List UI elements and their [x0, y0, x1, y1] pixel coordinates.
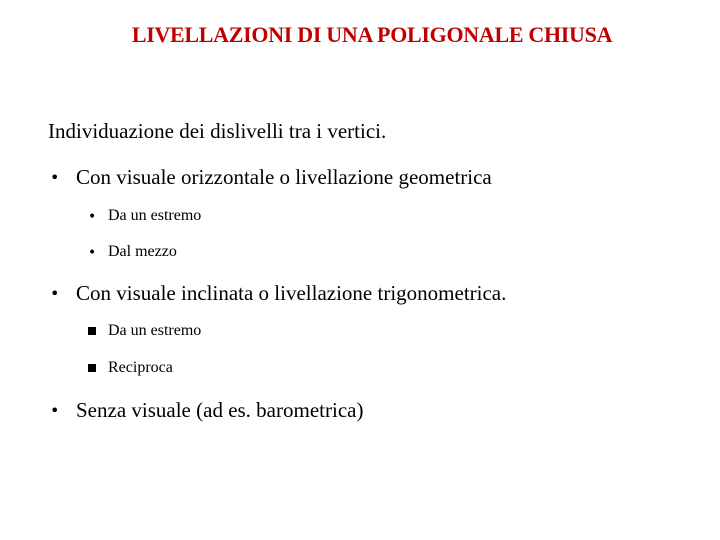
intro-text: Individuazione dei dislivelli tra i vertici. [48, 119, 387, 143]
list-item-from-middle: Dal mezzo [108, 243, 177, 260]
list-item-inclined-sight: Con visuale inclinata o livellazione trigonometrica. [76, 281, 507, 305]
bullet-icon: • [88, 245, 97, 261]
square-bullet-icon [88, 327, 96, 335]
list-item-from-one-end: Da un estremo [108, 207, 202, 224]
list-item-reciprocal: Reciproca [108, 359, 173, 376]
list-item-horizontal-sight: Con visuale orizzontale o livellazione geometrica [76, 165, 492, 189]
bullet-icon: • [50, 284, 60, 303]
list-item-from-one-end-trig: Da un estremo [108, 322, 202, 339]
square-bullet-icon [88, 364, 96, 372]
bullet-icon: • [50, 401, 60, 420]
bullet-icon: • [88, 209, 97, 225]
slide-title: LIVELLAZIONI DI UNA POLIGONALE CHIUSA [131, 22, 613, 47]
list-item-no-sight: Senza visuale (ad es. barometrica) [76, 398, 364, 422]
bullet-icon: • [50, 168, 60, 187]
